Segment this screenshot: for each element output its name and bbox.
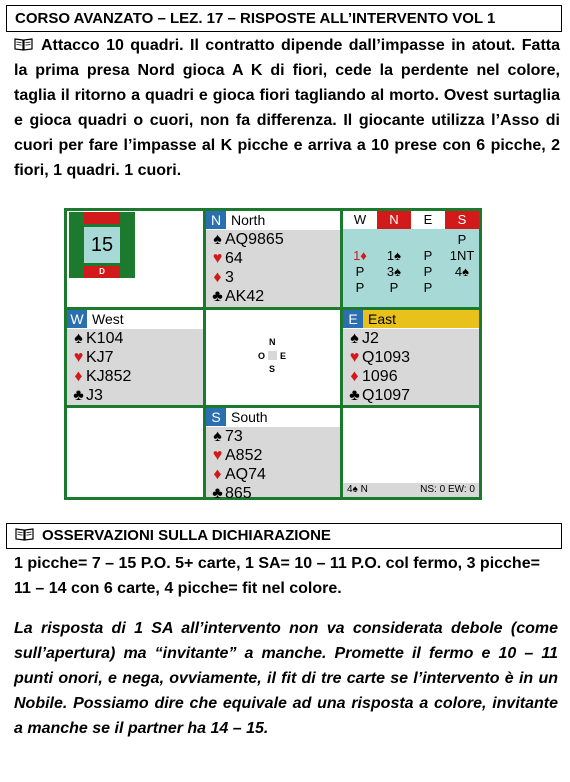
- spade-icon: ♠: [74, 330, 83, 347]
- west-clubs: J3: [86, 387, 103, 404]
- club-icon: ♣: [212, 485, 223, 502]
- commentary-paragraph: La risposta di 1 SA all’intervento non va considerata debole (come sull’apertura) ma “invitante” a manche. Promette il fermo e 10 – 11 punti onori, e nega, ovviamente, il fit di tre carte se l’intervento è in un Nobile. Possiamo dire che equivale ad una risposta a colore, invitante a manche se il partner ha 14 – 15.: [14, 620, 558, 737]
- bid: P: [423, 264, 433, 279]
- east-hearts: Q1093: [362, 349, 411, 366]
- bidding-meanings-paragraph: 1 picche= 7 – 15 P.O. 5+ carte, 1 SA= 10 – 11 P.O. col fermo, 3 picche= 11 – 14 con 6 carte, 4 picche= fit nel colore.: [14, 555, 540, 597]
- spade-icon: ♠: [213, 428, 222, 445]
- diamond-icon: 1♦: [353, 248, 367, 263]
- north-cards: [206, 230, 340, 307]
- south-vulnerable-bar: [84, 266, 120, 278]
- spade-icon: ♠: [213, 231, 222, 248]
- north-header: [206, 211, 340, 229]
- diamond-icon: ♦: [213, 269, 222, 286]
- west-header: [67, 310, 203, 328]
- north-clubs: AK42: [225, 288, 265, 305]
- auction-header: [343, 211, 479, 229]
- west-cards: [67, 329, 203, 405]
- east-diamonds: 1096: [362, 368, 398, 385]
- status-bar: [343, 483, 479, 497]
- north-hand: [206, 211, 340, 307]
- west-hearts: KJ7: [86, 349, 114, 366]
- compass-north: N: [269, 337, 276, 347]
- bid: P: [423, 248, 433, 263]
- south-cards: [206, 427, 340, 502]
- bid: 4♠: [454, 264, 470, 279]
- east-clubs: Q1097: [362, 387, 411, 404]
- west-hand: [67, 310, 203, 405]
- south-spades-row: [210, 427, 340, 446]
- east-hand: [343, 310, 479, 405]
- north-hearts-row: [210, 249, 340, 268]
- auction-header-north: N: [377, 211, 411, 229]
- lesson-title-box: [6, 5, 562, 32]
- auction-header-east: E: [423, 212, 433, 227]
- compass-rose: [253, 337, 293, 377]
- east-name: East: [368, 311, 397, 327]
- diamond-icon: ♦: [74, 368, 83, 385]
- result-panel: [343, 408, 479, 497]
- heart-icon: ♥: [349, 349, 360, 366]
- heart-icon: ♥: [212, 447, 223, 464]
- south-clubs: 865: [225, 485, 252, 502]
- west-diamonds: KJ852: [86, 368, 132, 385]
- north-diamonds-row: [210, 268, 340, 287]
- bid: P: [355, 264, 365, 279]
- club-icon: ♣: [73, 387, 84, 404]
- bid: P: [355, 280, 365, 295]
- north-clubs-row: [210, 287, 340, 306]
- auction-grid: [343, 230, 479, 307]
- contract-label: 4♠ N: [347, 484, 368, 495]
- club-icon: ♣: [212, 288, 223, 305]
- bid: 1NT: [449, 248, 475, 263]
- south-hearts-row: [210, 446, 340, 465]
- east-diamonds-row: [347, 367, 479, 386]
- bid: P: [389, 280, 399, 295]
- auction-header-south: S: [445, 211, 479, 229]
- south-diamonds-row: [210, 465, 340, 484]
- diamond-icon: ♦: [350, 368, 359, 385]
- south-header: [206, 408, 340, 426]
- dealer-marker: D: [99, 267, 105, 276]
- west-diamonds-row: [71, 367, 203, 386]
- south-diamonds: AQ74: [225, 466, 266, 483]
- book-icon: [15, 528, 34, 541]
- bridge-diagram: [64, 208, 482, 500]
- empty-corner-panel: [67, 408, 203, 497]
- west-hearts-row: [71, 348, 203, 367]
- compass-west: O: [258, 351, 266, 361]
- north-spades-row: [210, 230, 340, 249]
- south-clubs-row: [210, 484, 340, 503]
- bid: P: [457, 232, 467, 247]
- east-hearts-row: [347, 348, 479, 367]
- south-name: South: [231, 409, 268, 425]
- east-header: [343, 310, 479, 328]
- bid: 1♠: [386, 248, 402, 263]
- intro-text: Attacco 10 quadri. Il contratto dipende dall’impasse in atout. Fatta la prima presa Nord gioca A K di fiori, cede la perdente nel colore, taglia il ritorno a quadri e gioca fiori tagliando al morto. Ovest surtaglia e gioca quadri o cuori, non fa differenza. Il giocante utilizza l’Asso di cuori per fare l’impasse al K picche e arriva a 10 prese con 6 picche, 2 fiori, 1 quadri. 1 cuori.: [14, 37, 560, 179]
- compass-center: [268, 351, 277, 360]
- east-cards: [343, 329, 479, 405]
- book-icon: [14, 38, 33, 51]
- vulnerability-frame: [69, 212, 135, 278]
- bid: [343, 248, 377, 264]
- north-hearts: 64: [225, 250, 243, 267]
- west-clubs-row: [71, 386, 203, 405]
- club-icon: ♣: [349, 387, 360, 404]
- score-label: NS: 0 EW: 0: [420, 484, 475, 495]
- bid: 3♠: [386, 264, 402, 279]
- compass-east: E: [280, 351, 287, 361]
- east-spades: J2: [362, 330, 379, 347]
- south-dir-label: S: [206, 408, 226, 426]
- south-hearts: A852: [225, 447, 263, 464]
- board-number-panel: [67, 211, 203, 307]
- north-spades: AQ9865: [225, 231, 284, 248]
- spade-icon: ♠: [350, 330, 359, 347]
- north-vulnerable-bar: [84, 212, 120, 224]
- auction-header-west: W: [353, 212, 367, 227]
- south-hand: [206, 408, 340, 502]
- table-center: [206, 310, 340, 405]
- east-spades-row: [347, 329, 479, 348]
- west-spades-row: [71, 329, 203, 348]
- west-dir-label: W: [67, 310, 87, 328]
- lesson-title: CORSO AVANZATO – LEZ. 17 – RISPOSTE ALL’INTERVENTO VOL 1: [15, 10, 496, 27]
- west-name: West: [92, 311, 124, 327]
- auction-panel: [343, 211, 479, 307]
- diamond-icon: ♦: [213, 466, 222, 483]
- heart-icon: ♥: [73, 349, 84, 366]
- north-dir-label: N: [206, 211, 226, 229]
- compass-south: S: [269, 364, 276, 374]
- west-spades: K104: [86, 330, 124, 347]
- board-number: 15: [90, 234, 114, 256]
- south-spades: 73: [225, 428, 243, 445]
- intro-paragraph: [14, 33, 560, 183]
- heart-icon: ♥: [212, 250, 223, 267]
- north-diamonds: 3: [225, 269, 234, 286]
- east-dir-label: E: [343, 310, 363, 328]
- observations-title-box: [6, 523, 562, 549]
- bid: P: [423, 280, 433, 295]
- east-clubs-row: [347, 386, 479, 405]
- board-number-box: [84, 227, 120, 263]
- observations-title: OSSERVAZIONI SULLA DICHIARAZIONE: [42, 527, 331, 544]
- north-name: North: [231, 212, 266, 228]
